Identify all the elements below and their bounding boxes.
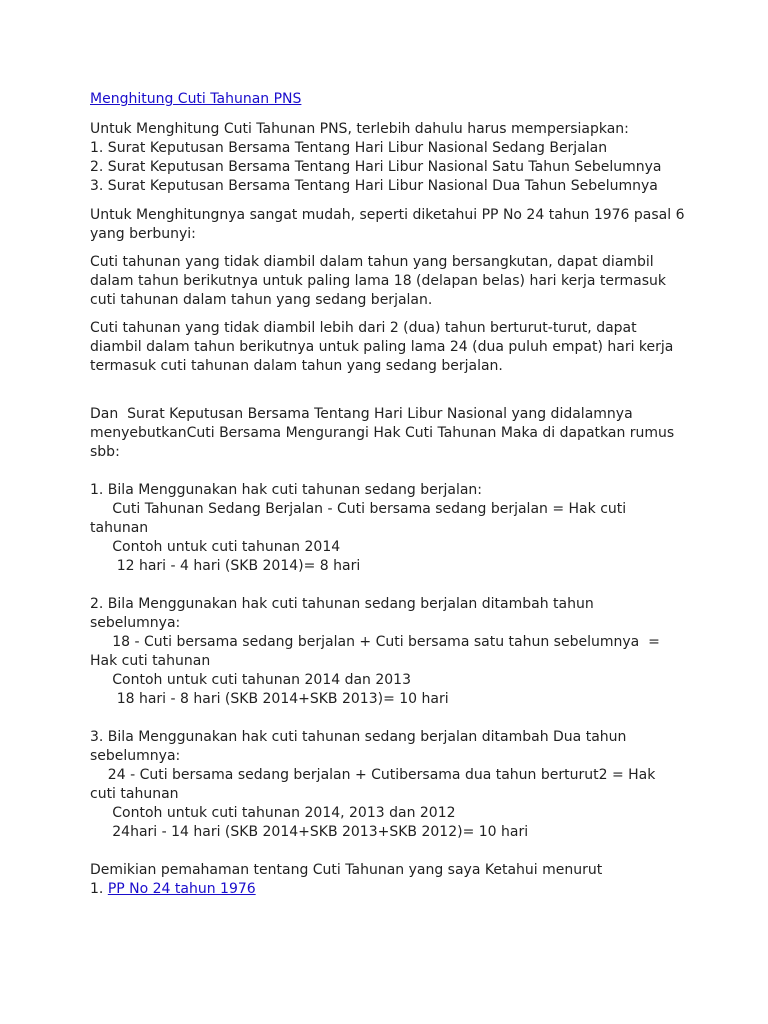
rule-1-line: dalam tahun berikutnya untuk paling lama 18 (delapan belas) hari kerja termasuk (90, 273, 666, 289)
rule-1-paragraph (90, 253, 690, 310)
case-2-heading: 2. Bila Menggunakan hak cuti tahunan sedang berjalan ditambah tahun (90, 596, 594, 612)
case-3-block (90, 728, 690, 842)
rule-2-line: termasuk cuti tahunan dalam tahun yang sedang berjalan. (90, 358, 503, 374)
intro-list-item-2: 2. Surat Keputusan Bersama Tentang Hari Libur Nasional Satu Tahun Sebelumnya (90, 159, 662, 175)
intro-line: Untuk Menghitung Cuti Tahunan PNS, terlebih dahulu harus mempersiapkan: (90, 121, 629, 137)
case-1-formula: Cuti Tahunan Sedang Berjalan - Cuti bersama sedang berjalan = Hak cuti (90, 501, 627, 517)
rule-1-line: Cuti tahunan yang tidak diambil dalam tahun yang bersangkutan, dapat diambil (90, 254, 654, 270)
case-3-example: 24hari - 14 hari (SKB 2014+SKB 2013+SKB 2012)= 10 hari (90, 824, 529, 840)
skb-intro-paragraph (90, 405, 690, 462)
reference-number: 1. (90, 881, 108, 897)
case-1-example-label: Contoh untuk cuti tahunan 2014 (90, 539, 341, 555)
case-2-example: 18 hari - 8 hari (SKB 2014+SKB 2013)= 10 hari (90, 691, 449, 707)
case-2-example-label: Contoh untuk cuti tahunan 2014 dan 2013 (90, 672, 411, 688)
intro-list-item-1: 1. Surat Keputusan Bersama Tentang Hari Libur Nasional Sedang Berjalan (90, 140, 608, 156)
skb-intro-line: Dan Surat Keputusan Bersama Tentang Hari Libur Nasional yang didalamnya (90, 406, 633, 422)
intro-list-item-3: 3. Surat Keputusan Bersama Tentang Hari Libur Nasional Dua Tahun Sebelumnya (90, 178, 658, 194)
title-link[interactable]: Menghitung Cuti Tahunan PNS (90, 91, 302, 107)
rule-2-line: diambil dalam tahun berikutnya untuk paling lama 24 (dua puluh empat) hari kerja (90, 339, 674, 355)
case-1-formula: tahunan (90, 520, 149, 536)
rule-1-line: cuti tahunan dalam tahun yang sedang berjalan. (90, 292, 433, 308)
rule-2-paragraph (90, 319, 690, 376)
case-3-formula: cuti tahunan (90, 786, 179, 802)
skb-intro-line: sbb: (90, 444, 120, 460)
case-3-example-label: Contoh untuk cuti tahunan 2014, 2013 dan 2012 (90, 805, 456, 821)
title-paragraph (90, 90, 690, 109)
rule-2-line: Cuti tahunan yang tidak diambil lebih dari 2 (dua) tahun berturut-turut, dapat (90, 320, 637, 336)
case-3-heading: sebelumnya: (90, 748, 181, 764)
closing-paragraph (90, 861, 690, 899)
case-3-formula: 24 - Cuti bersama sedang berjalan + Cutibersama dua tahun berturut2 = Hak (90, 767, 656, 783)
case-2-block (90, 595, 690, 709)
case-2-formula: Hak cuti tahunan (90, 653, 211, 669)
case-1-example: 12 hari - 4 hari (SKB 2014)= 8 hari (90, 558, 361, 574)
pp-intro-paragraph (90, 206, 690, 244)
pp-intro-line: yang berbunyi: (90, 226, 196, 242)
pp-intro-line: Untuk Menghitungnya sangat mudah, seperti diketahui PP No 24 tahun 1976 pasal 6 (90, 207, 685, 223)
case-2-formula: 18 - Cuti bersama sedang berjalan + Cuti bersama satu tahun sebelumnya = (90, 634, 660, 650)
skb-intro-line: menyebutkanCuti Bersama Mengurangi Hak Cuti Tahunan Maka di dapatkan rumus (90, 425, 675, 441)
reference-item (90, 880, 690, 899)
reference-link[interactable]: PP No 24 tahun 1976 (107, 881, 256, 897)
closing-line: Demikian pemahaman tentang Cuti Tahunan yang saya Ketahui menurut (90, 862, 603, 878)
case-2-heading: sebelumnya: (90, 615, 181, 631)
case-1-block (90, 481, 690, 576)
document-body (90, 90, 690, 899)
case-1-heading: 1. Bila Menggunakan hak cuti tahunan sedang berjalan: (90, 482, 483, 498)
case-3-heading: 3. Bila Menggunakan hak cuti tahunan sedang berjalan ditambah Dua tahun (90, 729, 627, 745)
intro-paragraph (90, 120, 690, 196)
